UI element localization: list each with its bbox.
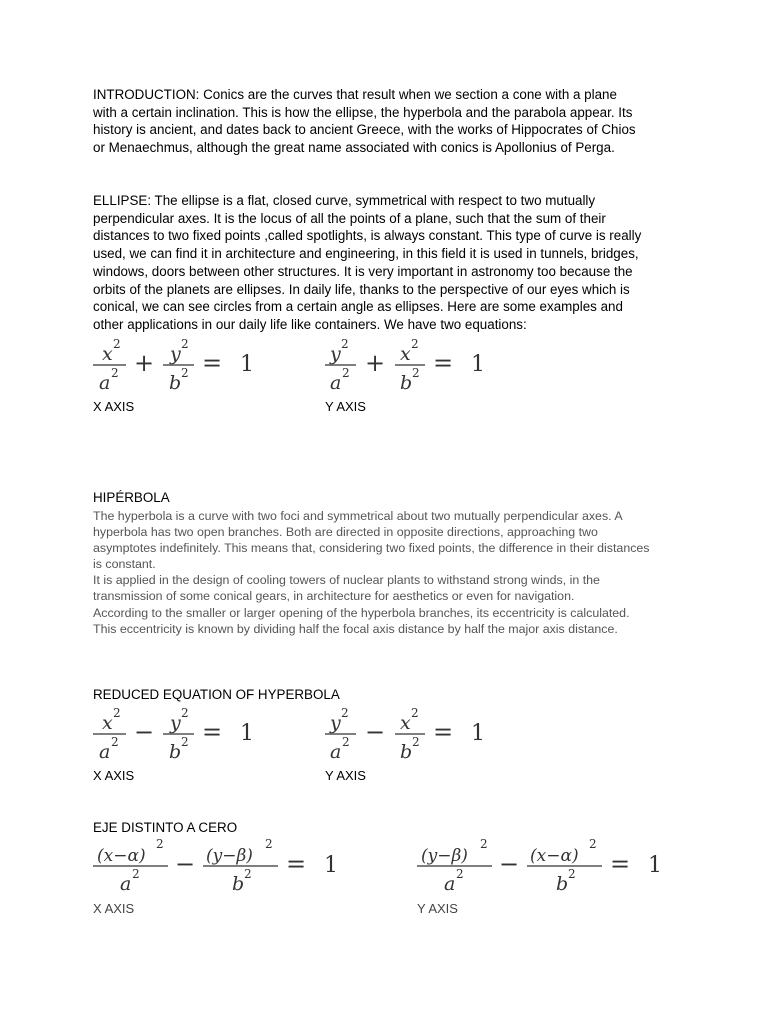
reduced-equation-title: REDUCED EQUATION OF HYPERBOLA [93, 687, 340, 702]
svg-text:2: 2 [412, 366, 420, 380]
svg-text:b: b [169, 741, 182, 763]
svg-text:x: x [400, 343, 411, 365]
svg-text:2: 2 [456, 867, 464, 881]
denominator-a: a [99, 372, 111, 394]
svg-text:−: − [365, 718, 386, 746]
svg-text:=: = [286, 850, 307, 878]
ellipse-paragraph: ELLIPSE: The ellipse is a flat, closed curve, symmetrical with respect to two mutually perpendicular axes. It is the locus of all the points of a plane, such that the sum of their distances to two fixed points ,called spotlights, is always constant. This type of curve is really used, we can find it in architecture and engineering, in this field it is used in tunnels, bridges, windows, doors between other structures. It is very important in astronomy too because the orbits of the planets are ellipses. In daily life, thanks to the perspective of our eyes which is conical, we can see circles from a certain angle as ellipses. Here are some examples and other applications in our daily life like containers. We have two equations: [93, 193, 642, 332]
svg-text:=: = [433, 718, 454, 746]
hyperbola-title: HIPÉRBOLA [93, 490, 170, 505]
svg-text:1: 1 [324, 853, 338, 878]
numerator-x: x [102, 343, 113, 365]
svg-text:=: = [202, 349, 223, 377]
svg-text:1: 1 [648, 853, 662, 878]
eje-title: EJE DISTINTO A CERO [93, 820, 238, 835]
svg-text:x: x [400, 712, 411, 734]
svg-text:+: + [134, 349, 155, 377]
svg-text:2: 2 [568, 867, 576, 881]
svg-text:a: a [444, 873, 456, 895]
svg-text:2: 2 [589, 837, 597, 851]
svg-text:−: − [499, 850, 520, 878]
svg-text:y: y [330, 712, 341, 734]
svg-text:(x−α): (x−α) [97, 846, 146, 866]
ellipse-equation-x [93, 338, 273, 396]
svg-text:2: 2 [132, 867, 140, 881]
svg-text:b: b [556, 873, 569, 895]
svg-text:y: y [330, 343, 341, 365]
shifted-equation-x [93, 838, 353, 898]
svg-text:a: a [120, 873, 132, 895]
svg-text:(y−β): (y−β) [206, 846, 253, 866]
svg-text:x: x [102, 712, 113, 734]
svg-text:a: a [99, 741, 111, 763]
svg-text:2: 2 [342, 735, 350, 749]
svg-text:2: 2 [480, 837, 488, 851]
svg-text:1: 1 [240, 352, 254, 377]
svg-text:1: 1 [471, 721, 485, 746]
svg-text:2: 2 [341, 706, 349, 720]
hyperbola-equation-y [325, 707, 505, 765]
svg-text:2: 2 [111, 366, 119, 380]
svg-text:2: 2 [113, 706, 121, 720]
svg-text:2: 2 [265, 837, 273, 851]
svg-text:1: 1 [240, 721, 254, 746]
ellipse-x-axis-label: X AXIS [93, 399, 135, 414]
svg-text:a: a [330, 372, 342, 394]
svg-text:2: 2 [181, 337, 189, 351]
svg-text:2: 2 [411, 337, 419, 351]
svg-text:b: b [400, 372, 413, 394]
svg-text:=: = [610, 850, 631, 878]
svg-text:2: 2 [341, 337, 349, 351]
svg-text:−: − [175, 850, 196, 878]
ellipse-y-axis-label: Y AXIS [325, 399, 366, 414]
svg-text:2: 2 [342, 366, 350, 380]
svg-text:=: = [202, 718, 223, 746]
shifted-x-axis-label: X AXIS [93, 901, 135, 916]
hyperbola-x-axis-label: X AXIS [93, 768, 135, 783]
shifted-y-axis-label: Y AXIS [417, 901, 458, 916]
svg-text:(x−α): (x−α) [530, 846, 579, 866]
svg-text:2: 2 [181, 735, 189, 749]
svg-text:2: 2 [412, 735, 420, 749]
svg-text:2: 2 [111, 735, 119, 749]
svg-text:2: 2 [244, 867, 252, 881]
hyperbola-paragraph: The hyperbola is a curve with two foci and symmetrical about two mutually perpendicular axes. A hyperbola has two open branches. Both are directed in opposite directions, approaching two asymptotes indefinitely. This means that, considering two fixed points, the difference in their distances is constant. It is applied in the design of cooling towers of nuclear plants to withstand strong winds, in the transmission of some conical gears, in architecture for aesthetics or even for navigation. According to the smaller or larger opening of the hyperbola branches, its eccentricity is calculated. This eccentricity is known by dividing half the focal axis distance by half the major axis distance. [93, 509, 650, 636]
svg-text:2: 2 [181, 366, 189, 380]
svg-text:(y−β): (y−β) [421, 846, 468, 866]
svg-text:b: b [232, 873, 245, 895]
svg-text:y: y [170, 712, 181, 734]
svg-text:−: − [134, 718, 155, 746]
svg-text:+: + [365, 349, 386, 377]
svg-text:a: a [330, 741, 342, 763]
svg-text:2: 2 [411, 706, 419, 720]
svg-text:2: 2 [156, 837, 164, 851]
svg-text:=: = [433, 349, 454, 377]
svg-text:2: 2 [181, 706, 189, 720]
svg-text:1: 1 [471, 352, 485, 377]
hyperbola-equation-x [93, 707, 273, 765]
exp: 2 [113, 337, 121, 351]
ellipse-equation-y [325, 338, 505, 396]
svg-text:b: b [400, 741, 413, 763]
svg-text:b: b [169, 372, 182, 394]
shifted-equation-y [417, 838, 677, 898]
intro-paragraph: INTRODUCTION: Conics are the curves that result when we section a cone with a plane with a certain inclination. This is how the ellipse, the hyperbola and the parabola appear. Its history is ancient, and dates back to ancient Greece, with the works of Hippocrates of Chios or Menaechmus, although the great name associated with conics is Apollonius of Perga. [93, 87, 636, 156]
hyperbola-y-axis-label: Y AXIS [325, 768, 366, 783]
svg-text:y: y [170, 343, 181, 365]
